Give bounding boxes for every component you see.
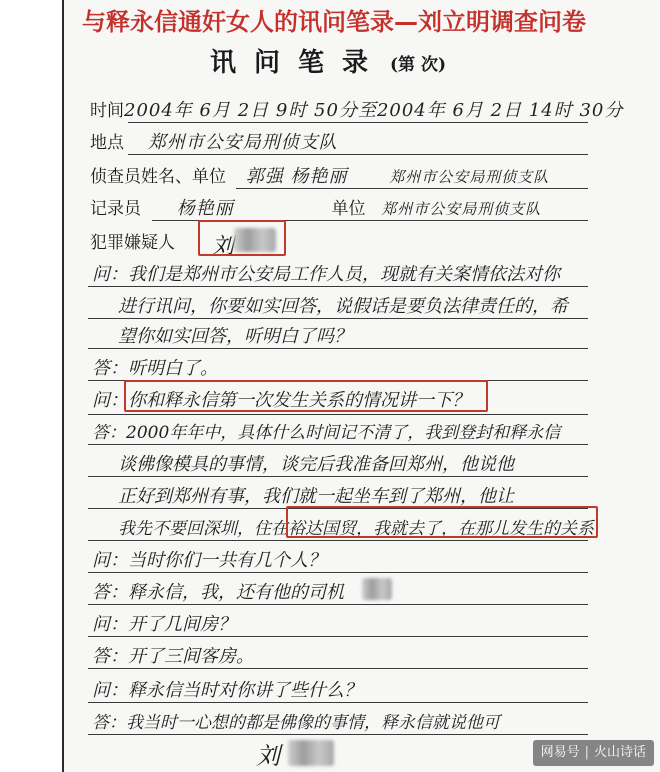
line-rule <box>88 414 588 415</box>
investigator-rule <box>236 188 588 189</box>
driver-name-redaction <box>362 578 392 600</box>
line-rule <box>88 476 588 477</box>
recorder-name: 杨艳丽 <box>176 198 234 219</box>
watermark-source: 网易号 <box>540 745 580 760</box>
place-row <box>90 128 338 162</box>
transcript-line: 问：当时你们一共有几个人？ <box>92 550 326 571</box>
line-rule <box>88 702 588 703</box>
investigator-names: 郭强 杨艳丽 <box>245 166 348 187</box>
suspect-row <box>90 228 175 262</box>
transcript-line: 答：我当时一心想的都是佛像的事情，释永信就说他可 <box>92 713 500 733</box>
transcript-line: 答：2000年年中，具体什么时间记不清了，我到登封和释永信 <box>92 423 561 443</box>
time-row <box>90 96 623 130</box>
transcript-line: 问：开了几间房？ <box>92 614 236 635</box>
suspect-name: 刘 <box>212 234 235 259</box>
transcript-line: 答：释永信，我，还有他的司机 <box>92 582 344 603</box>
signature-redaction <box>288 740 334 766</box>
investigator-unit: 郑州市公安局刑侦支队 <box>389 168 550 186</box>
investigator-row <box>90 162 549 196</box>
recorder-row <box>90 194 541 228</box>
transcript-line: 谈佛像模具的事情，谈完后我准备回郑州，他说他 <box>118 454 514 475</box>
banner-title: 与释永信通奸女人的讯问笔录—刘立明调查问卷 <box>82 8 586 36</box>
line-rule <box>88 444 588 445</box>
form-count: (第 次) <box>390 55 447 75</box>
line-rule <box>88 572 588 573</box>
recorder-label: 记录员 <box>90 199 141 219</box>
suspect-highlight-box <box>198 220 286 256</box>
line-rule <box>88 348 588 349</box>
transcript-line: 问：释永信当时对你讲了些什么？ <box>92 680 362 701</box>
time-value: 2004年 6月 2日 9时 50分至2004年 6月 2日 14时 30分 <box>124 100 624 121</box>
place-value: 郑州市公安局刑侦支队 <box>147 132 338 153</box>
line-rule <box>88 540 588 541</box>
transcript-line: 问：我们是郑州市公安局工作人员，现就有关案情依法对你 <box>92 264 560 285</box>
watermark-separator: | <box>584 745 589 760</box>
signature: 刘 <box>256 742 280 770</box>
line-rule <box>88 734 588 735</box>
transcript-line: 我先不要回深圳，住在裕达国贸，我就去了，在那儿发生的关系 <box>118 519 594 539</box>
transcript-line: 答：听明白了。 <box>92 358 218 379</box>
place-label: 地点 <box>90 133 124 153</box>
line-rule <box>88 286 588 287</box>
watermark <box>533 740 654 766</box>
suspect-label: 犯罪嫌疑人 <box>90 233 175 253</box>
form-title: 讯问笔录 <box>210 48 387 78</box>
line-rule <box>88 318 588 319</box>
line-rule <box>88 604 588 605</box>
transcript-line: 进行讯问，你要如实回答，说假话是要负法律责任的，希 <box>118 296 568 317</box>
line-rule <box>88 668 588 669</box>
transcript-line: 望你如实回答，听明白了吗？ <box>118 326 352 347</box>
line-rule <box>88 636 588 637</box>
transcript-line: 答：开了三间客房。 <box>92 646 254 667</box>
question-highlight-box <box>124 380 488 412</box>
time-rule <box>128 122 588 123</box>
recorder-unit-label: 单位 <box>331 199 366 219</box>
answer-highlight-box <box>286 506 598 538</box>
transcript-line: 问：你和释永信第一次发生关系的情况讲一下？ <box>92 390 470 411</box>
investigator-label: 侦查员姓名、单位 <box>90 167 226 187</box>
recorder-unit: 郑州市公安局刑侦支队 <box>381 200 542 218</box>
time-label: 时间 <box>90 101 124 121</box>
place-rule <box>128 154 588 155</box>
watermark-author: 火山诗话 <box>593 745 646 760</box>
transcript-line: 正好到郑州有事，我们就一起坐车到了郑州，他让 <box>118 486 514 507</box>
